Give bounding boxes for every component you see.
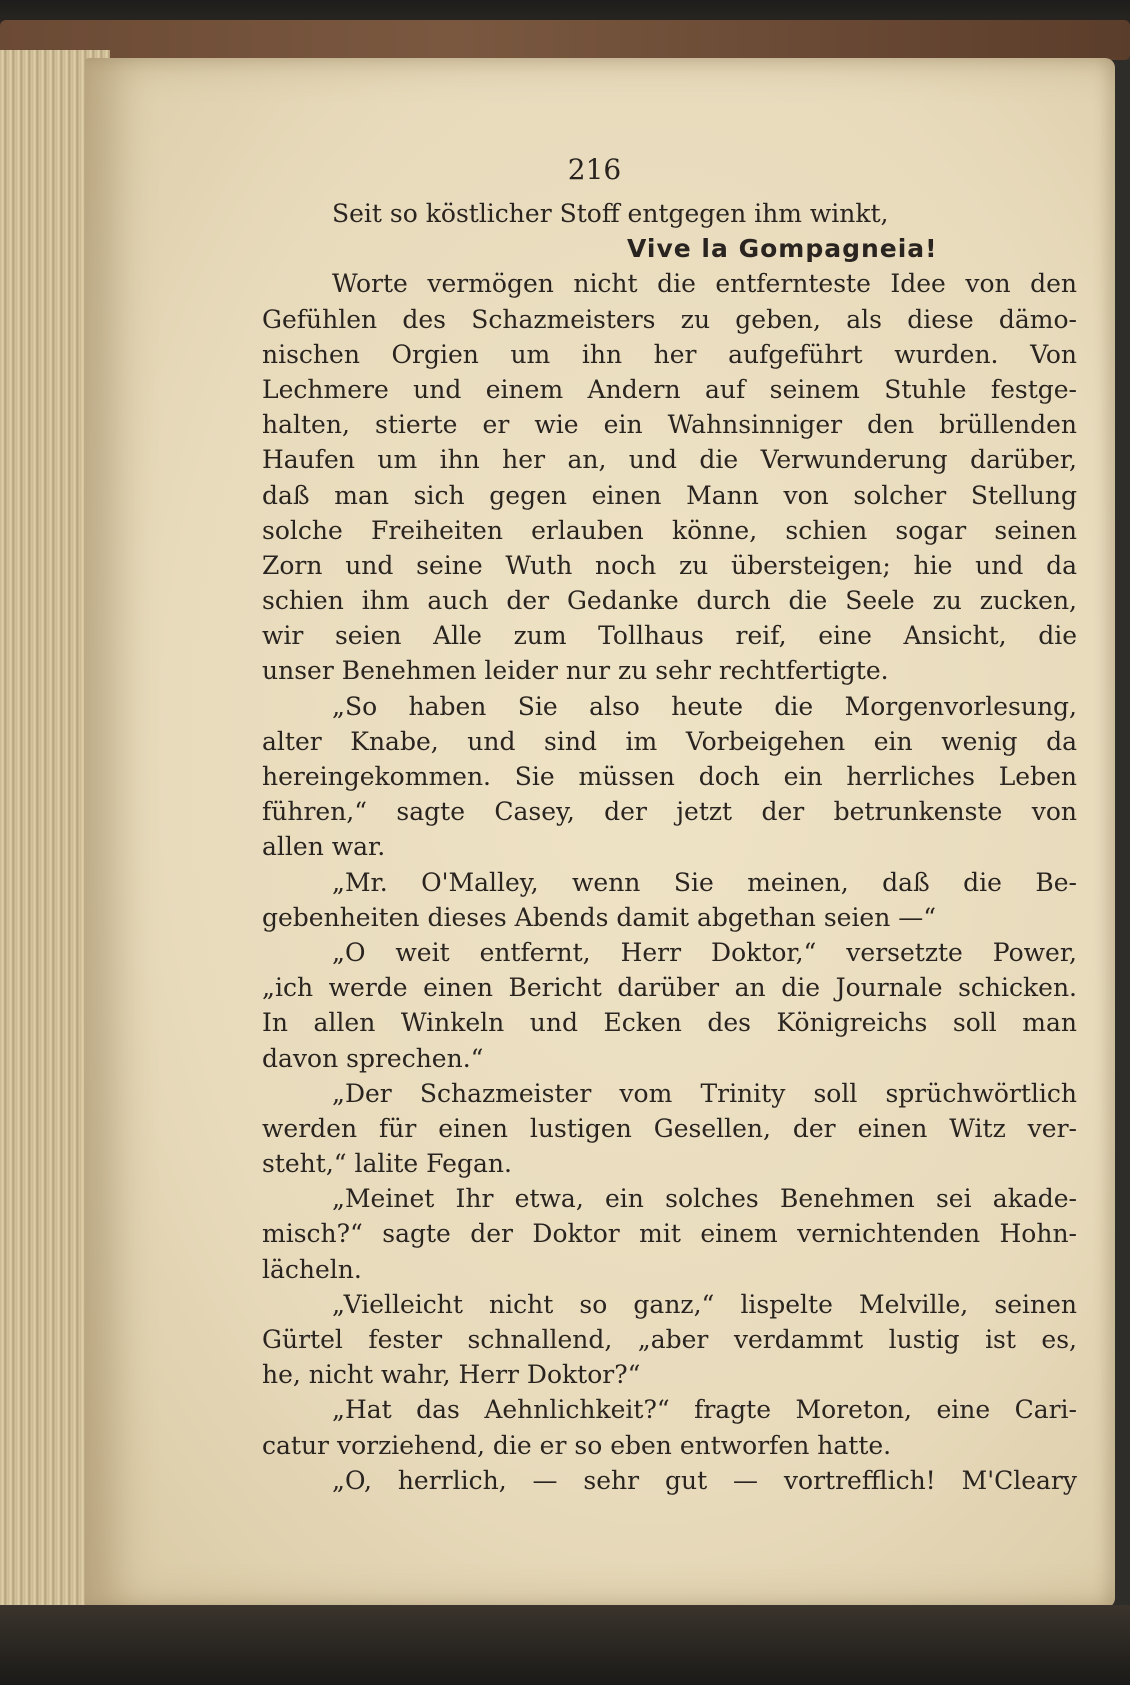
text-line: „ich werde einen Bericht darüber an die Journale schicken.: [262, 973, 1077, 1003]
text-line: allen war.: [262, 832, 386, 862]
text-line: Zorn und seine Wuth noch zu übersteigen; hie und da: [262, 550, 1077, 580]
text-line: „O, herrlich, — sehr gut — vortrefflich! M'Cleary: [332, 1465, 1077, 1495]
text-line: Haufen um ihn her an, und die Verwunderung darüber,: [262, 445, 1077, 475]
text-line: hereingekommen. Sie müssen doch ein herrliches Leben: [262, 762, 1077, 791]
text-line: Worte vermögen nicht die entfernteste Idee von den: [332, 269, 1077, 299]
page-text: [262, 152, 1077, 1498]
text-line: halten, stierte er wie ein Wahnsinniger den brüllenden: [262, 410, 1077, 440]
text-line: „Mr. O'Malley, wenn Sie meinen, daß die Be-: [332, 867, 1077, 897]
text-line: werden für einen lustigen Gesellen, der einen Witz ver-: [262, 1113, 1077, 1143]
text-line: „Meinet Ihr etwa, ein solches Benehmen sei akade-: [332, 1184, 1077, 1214]
verse-line: Vive la Gompagneia!: [627, 234, 938, 264]
text-line: führen,“ sagte Casey, der jetzt der betrunkenste von: [262, 797, 1077, 827]
text-line: Gefühlen des Schazmeisters zu geben, als diese dämo-: [262, 304, 1077, 334]
text-line: gebenheiten dieses Abends damit abgethan seien —“: [262, 902, 937, 932]
text-line: catur vorziehend, die er so eben entworfen hatte.: [262, 1430, 892, 1460]
bottom-shadow: [0, 1605, 1130, 1685]
verse-line: Seit so köstlicher Stoff entgegen ihm winkt,: [332, 199, 889, 228]
text-line: davon sprechen.“: [262, 1043, 484, 1073]
text-line: „O weit entfernt, Herr Doktor,“ versetzte Power,: [332, 937, 1077, 967]
text-line: wir seien Alle zum Tollhaus reif, eine Ansicht, die: [262, 621, 1077, 651]
text-line: „So haben Sie also heute die Morgenvorlesung,: [332, 691, 1077, 721]
text-line: lächeln.: [262, 1254, 362, 1284]
text-line: „Vielleicht nicht so ganz,“ lispelte Melville, seinen: [332, 1289, 1077, 1319]
text-line: Lechmere und einem Andern auf seinem Stuhle festge-: [262, 374, 1077, 404]
text-line: daß man sich gegen einen Mann von solcher Stellung: [262, 480, 1077, 510]
text-line: steht,“ lalite Fegan.: [262, 1149, 512, 1179]
book-cover-edge: [0, 20, 1130, 60]
text-line: In allen Winkeln und Ecken des Königreichs soll man: [262, 1008, 1077, 1038]
text-line: unser Benehmen leider nur zu sehr rechtfertigte.: [262, 656, 889, 686]
page-number: 216: [567, 153, 622, 186]
text-line: nischen Orgien um ihn her aufgeführt wurden. Von: [262, 339, 1077, 369]
text-line: schien ihm auch der Gedanke durch die Seele zu zucken,: [262, 586, 1077, 616]
text-line: Gürtel fester schnallend, „aber verdammt lustig ist es,: [262, 1325, 1077, 1354]
text-line: solche Freiheiten erlauben könne, schien sogar seinen: [262, 515, 1077, 545]
text-line: alter Knabe, und sind im Vorbeigehen ein wenig da: [262, 726, 1077, 756]
text-line: he, nicht wahr, Herr Doktor?“: [262, 1360, 641, 1390]
text-line: „Der Schazmeister vom Trinity soll sprüchwörtlich: [332, 1078, 1077, 1108]
text-line: „Hat das Aehnlichkeit?“ fragte Moreton, eine Cari-: [332, 1395, 1077, 1425]
text-line: misch?“ sagte der Doktor mit einem vernichtenden Hohn-: [262, 1219, 1077, 1249]
